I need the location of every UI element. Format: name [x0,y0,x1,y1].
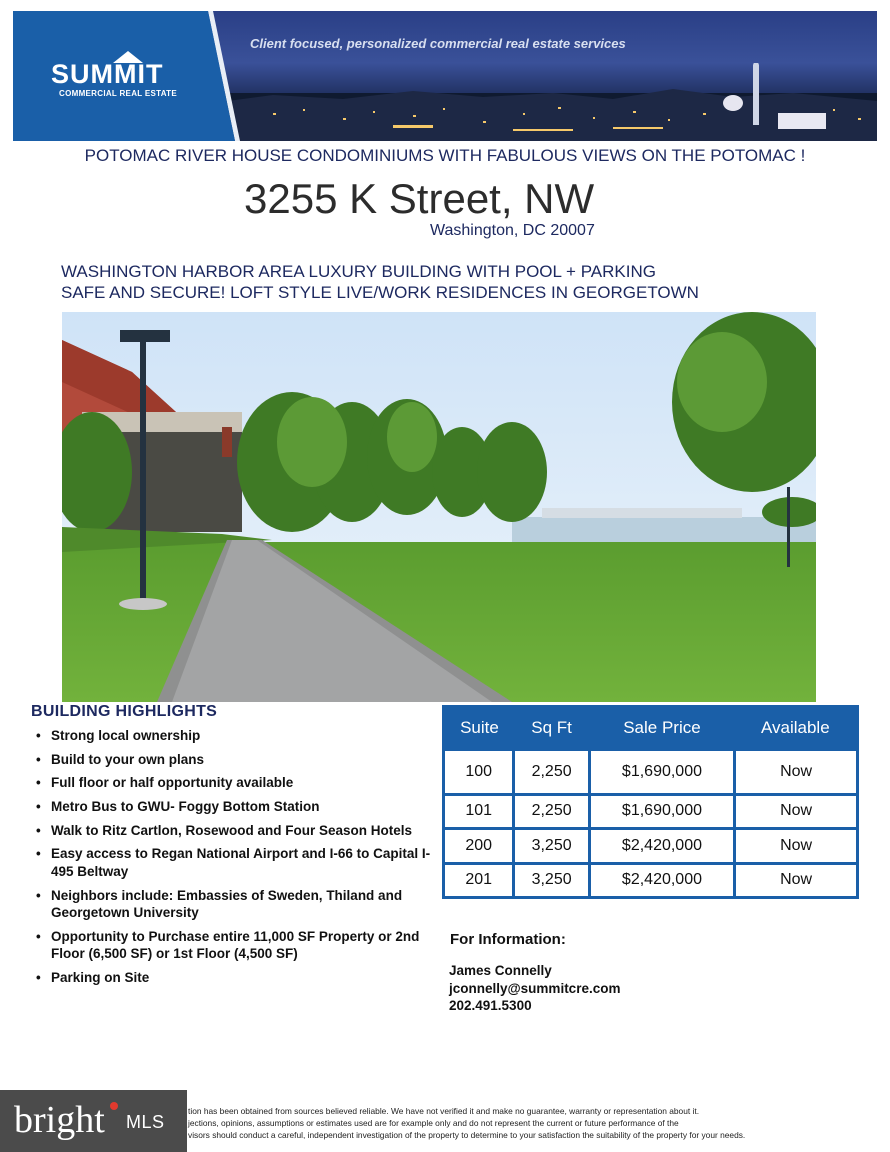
disclaimer-line-1: tion has been obtained from sources believed reliable. We have not verified it and make no guarantee, warranty or representation about it. [188,1106,700,1116]
table-cell: $1,690,000 [589,750,734,795]
disclaimer-line-3: visors should conduct a careful, independent investigation of the property to determine to your satisfaction the suitability of the property for your needs. [188,1130,746,1140]
list-item: • Build to your own plans [36,751,436,769]
table-cell: 201 [444,863,514,898]
bright-wordmark: bright [14,1099,105,1141]
highlights-title: BUILDING HIGHLIGHTS [31,703,218,720]
property-photo [62,312,816,702]
table-header-row [444,707,858,750]
table-cell: Now [735,829,858,863]
property-city: Washington, DC 20007 [430,222,595,239]
column-header-sqft: Sq Ft [514,707,589,750]
list-item: • Full floor or half opportunity available [36,774,436,792]
column-header-suite: Suite [444,707,514,750]
company-logo: SUMMIT [51,59,164,89]
column-header-available: Available [735,707,858,750]
table-cell: Now [735,863,858,898]
list-item: • Walk to Ritz Cartlon, Rosewood and Four Season Hotels [36,822,436,840]
table-cell: 101 [444,794,514,828]
promo-line-2: SAFE AND SECURE! LOFT STYLE LIVE/WORK RESIDENCES IN GEORGETOWN [61,283,699,302]
column-header-price: Sale Price [589,707,734,750]
list-item: • Neighbors include: Embassies of Sweden, Thiland and Georgetown University [36,887,436,922]
list-item: • Easy access to Regan National Airport and I-66 to Capital I-495 Beltway [36,845,436,880]
table-cell: 3,250 [514,829,589,863]
list-item: • Metro Bus to GWU- Foggy Bottom Station [36,798,436,816]
table-row [444,863,858,898]
promo-line-1: WASHINGTON HARBOR AREA LUXURY BUILDING WITH POOL + PARKING [61,262,656,281]
table-row [444,829,858,863]
table-cell: 200 [444,829,514,863]
banner-tagline: Client focused, personalized commercial real estate services [250,36,626,51]
table-cell: $2,420,000 [589,829,734,863]
bright-dot-icon [110,1102,118,1110]
table-cell: 3,250 [514,863,589,898]
list-item: • Opportunity to Purchase entire 11,000 SF Property or 2nd Floor (6,500 SF) or 1st Floor (4,500 SF) [36,928,436,963]
suites-table [442,705,859,899]
contact-name: James Connelly [449,963,552,978]
table-cell: Now [735,794,858,828]
contact-phone[interactable]: 202.491.5300 [449,998,532,1013]
disclaimer-line-2: jections, opinions, assumptions or estimates used are for example only and do not represent the current or future performance of the [188,1118,679,1128]
contact-title: For Information: [450,931,566,948]
table-cell: 2,250 [514,750,589,795]
bright-mls-logo [0,1090,187,1152]
property-address: 3255 K Street, NW [244,175,595,222]
headline: POTOMAC RIVER HOUSE CONDOMINIUMS WITH FABULOUS VIEWS ON THE POTOMAC ! [84,146,806,165]
table-cell: 100 [444,750,514,795]
table-row [444,750,858,795]
table-row [444,794,858,828]
mls-wordmark: MLS [126,1112,165,1132]
table-cell: 2,250 [514,794,589,828]
contact-email[interactable]: jconnelly@summitcre.com [449,981,621,996]
highlights-list [36,727,436,993]
list-item: • Parking on Site [36,969,436,987]
list-item: • Strong local ownership [36,727,436,745]
table-cell: Now [735,750,858,795]
header-banner [13,11,877,141]
company-logo-subtitle: COMMERCIAL REAL ESTATE [59,89,178,98]
table-cell: $1,690,000 [589,794,734,828]
table-cell: $2,420,000 [589,863,734,898]
